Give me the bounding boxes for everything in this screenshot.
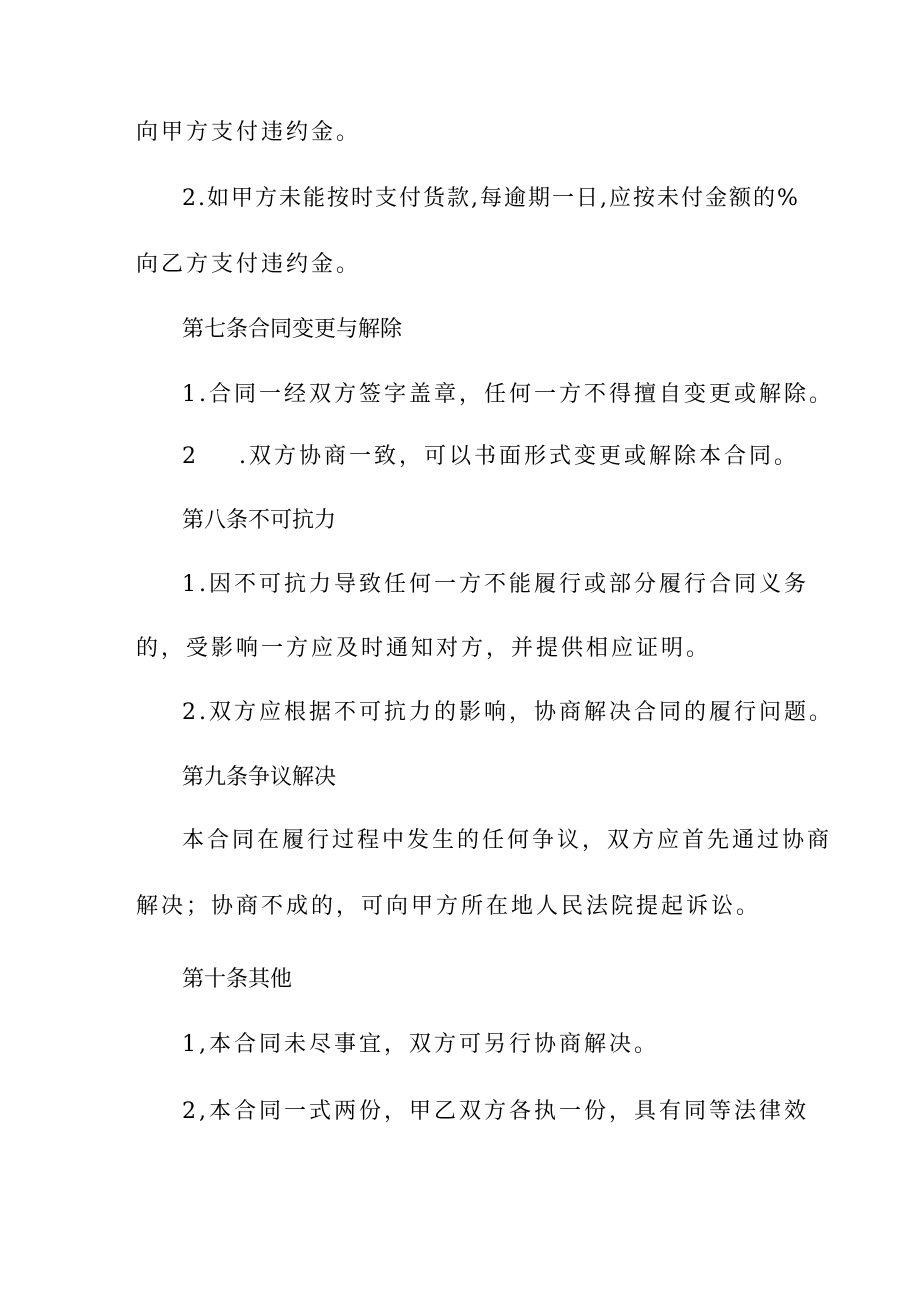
- section-heading-9: 第九条争议解决: [182, 765, 337, 790]
- paragraph-line: 向甲方支付违约金。: [136, 120, 362, 145]
- paragraph-line: 1.因不可抗力导致任何一方不能履行或部分履行合同义务: [182, 572, 809, 597]
- paragraph-line: 1.合同一经双方签字盖章，任何一方不得擅自变更或解除。: [182, 382, 834, 407]
- paragraph-line: 2,本合同一式两份，甲乙双方各执一份，具有同等法律效: [182, 1099, 809, 1124]
- paragraph-line: 向乙方支付违约金。: [136, 252, 362, 277]
- section-heading-7: 第七条合同变更与解除: [182, 317, 403, 342]
- section-heading-8: 第八条不可抗力: [182, 508, 337, 533]
- paragraph-line: 本合同在履行过程中发生的任何争议，双方应首先通过协商: [182, 828, 833, 853]
- paragraph-line: 解决；协商不成的，可向甲方所在地人民法院提起诉讼。: [136, 894, 762, 919]
- paragraph-line: 2.双方应根据不可抗力的影响，协商解决合同的履行问题。: [182, 700, 834, 725]
- item-text: .双方协商一致，可以书面形式变更或解除本合同。: [239, 444, 799, 469]
- item-number: 2: [182, 444, 199, 469]
- paragraph-line: 1,本合同未尽事宜，双方可另行协商解决。: [182, 1032, 659, 1057]
- paragraph-line: [182, 442, 799, 472]
- paragraph-line: 2.如甲方未能按时支付货款,每逾期一日,应按未付金额的%: [182, 186, 800, 211]
- paragraph-line: 的，受影响一方应及时通知对方，并提供相应证明。: [136, 636, 712, 661]
- section-heading-10: 第十条其他: [182, 967, 293, 992]
